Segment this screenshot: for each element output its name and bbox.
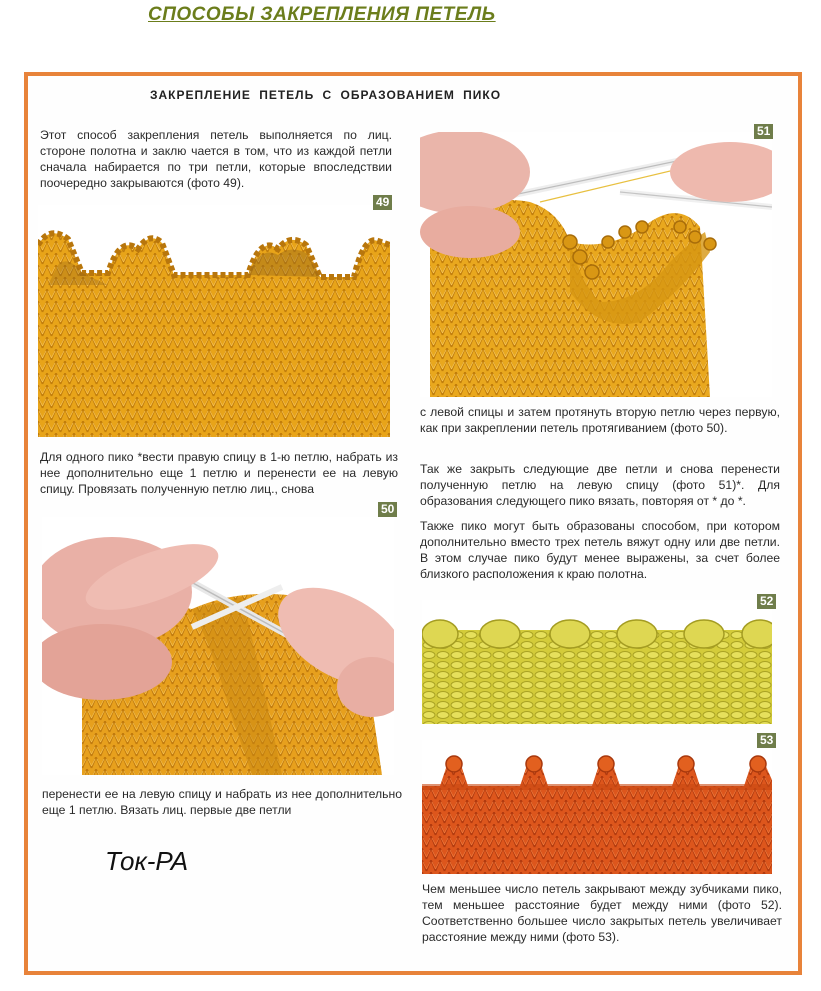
page-title: СПОСОБЫ ЗАКРЕПЛЕНИЯ ПЕТЕЛЬ xyxy=(148,4,496,25)
photo-52 xyxy=(422,600,772,724)
text-after-photo-50: перенести ее на левую спицу и набрать из нее дополнительно еще 1 петлю. Вязать лиц. первые две петли xyxy=(42,787,402,817)
knit-swatch-picot-yellow xyxy=(38,205,390,437)
text-after-photo-51-a: с левой спицы и затем протянуть вторую петлю через первую, как при закреплении петель протягиванием (фото 50). xyxy=(420,405,780,435)
text-after-photo-49: Для одного пико *вести правую спицу в 1-ю петлю, набрать из нее дополнительно еще 1 петлю и перенести ее на левую спицу. Провязать полученную петлю лиц., снова xyxy=(40,450,398,496)
photo-number-53: 53 xyxy=(757,733,776,748)
knit-swatch-picot-needles xyxy=(420,132,772,397)
text-after-photo-51-b: Так же закрыть следующие две петли и снова перенести полученную петлю на левую спицу (фото 51)*. Для образования следующего пико вязать, повторяя от * до *. xyxy=(420,462,780,508)
photo-number-49: 49 xyxy=(373,195,392,210)
photo-number-52: 52 xyxy=(757,594,776,609)
intro-text: Этот способ закрепления петель выполняется по лиц. стороне полотна и заклю чается в том, что из каждой петли сначала набирается по три петли, которые впоследствии поочередно закрываются (фото 49). xyxy=(40,128,392,190)
knit-swatch-needles-hands xyxy=(42,517,394,775)
text-after-photo-53: Чем меньшее число петель закрывают между зубчиками пико, тем меньшее расстояние будет между ними (фото 52). Соответственно большее число закрытых петель увеличивает расстояние между ними (фото 53). xyxy=(422,882,782,944)
photo-49 xyxy=(38,205,390,437)
section-heading: ЗАКРЕПЛЕНИЕ ПЕТЕЛЬ С ОБРАЗОВАНИЕМ ПИКО xyxy=(150,88,502,102)
photo-51 xyxy=(420,132,772,397)
knit-swatch-garter-lime xyxy=(422,600,772,724)
photo-50 xyxy=(42,517,394,775)
text-after-photo-51-c: Также пико могут быть образованы способом, при котором дополнительно вместо трех петель вяжут одну или две петли. В этом случае пико будут менее выражены, за счет более близкого расположения к краю полотна. xyxy=(420,519,780,581)
knit-swatch-picot-orange xyxy=(422,740,772,874)
photo-53 xyxy=(422,740,772,874)
signature-text: Ток-РА xyxy=(105,846,189,876)
photo-number-51: 51 xyxy=(754,124,773,139)
photo-number-50: 50 xyxy=(378,502,397,517)
